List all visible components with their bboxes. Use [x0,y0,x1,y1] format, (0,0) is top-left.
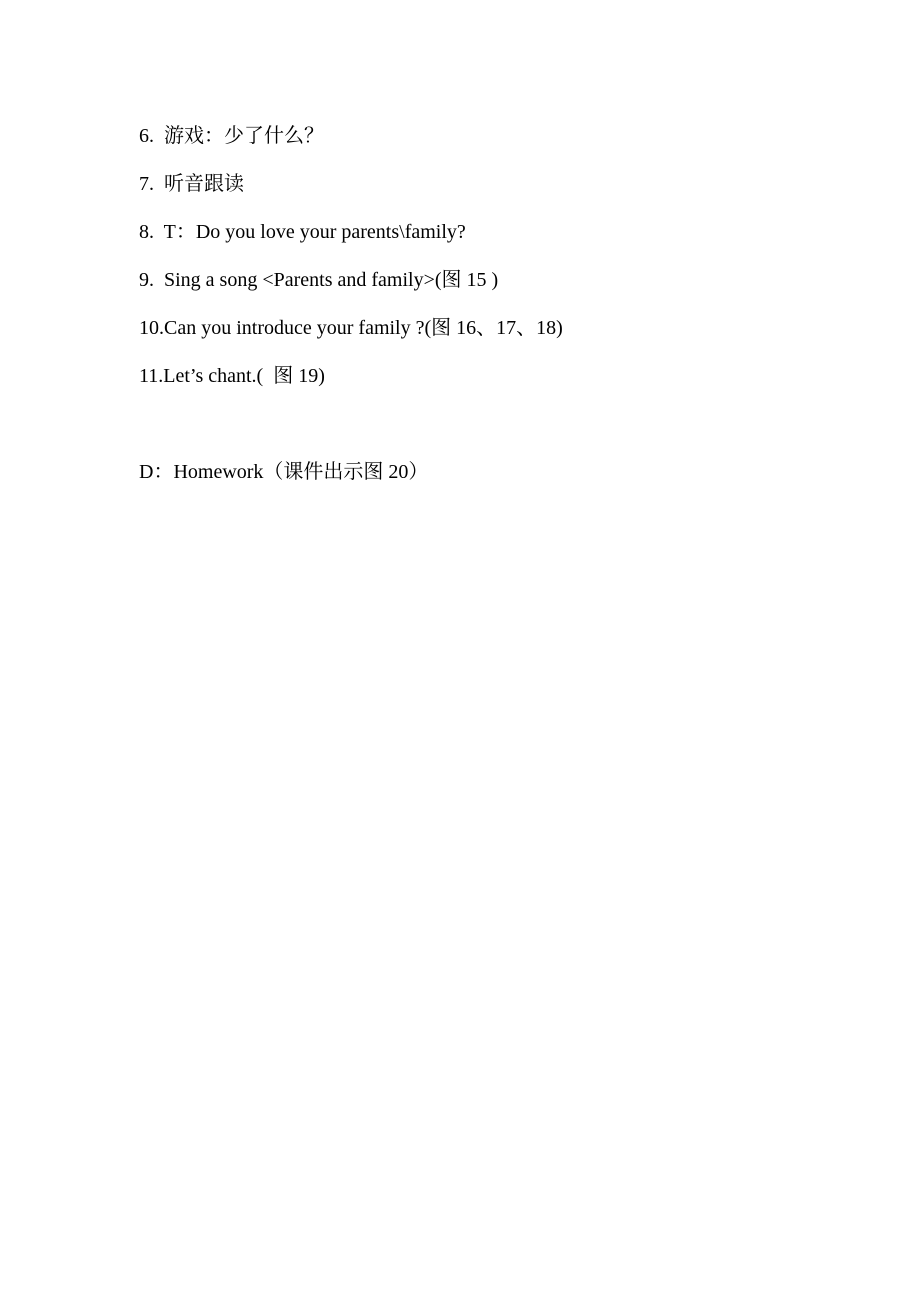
step-8: 8. T：Do you love your parents\family? [139,221,466,243]
step-6: 6. 游戏：少了什么？ [139,125,324,147]
step-7: 7. 听音跟读 [139,173,244,195]
step-10: 10.Can you introduce your family ?(图 16、17、18) [139,317,563,339]
step-11: 11.Let’s chant.( 图 19) [139,365,325,387]
homework-line: D：Homework（课件出示图 20） [139,461,429,483]
lesson-steps [139,122,859,506]
step-9: 9. Sing a song <Parents and family>(图 15 ) [139,269,499,291]
section-gap [139,410,859,458]
